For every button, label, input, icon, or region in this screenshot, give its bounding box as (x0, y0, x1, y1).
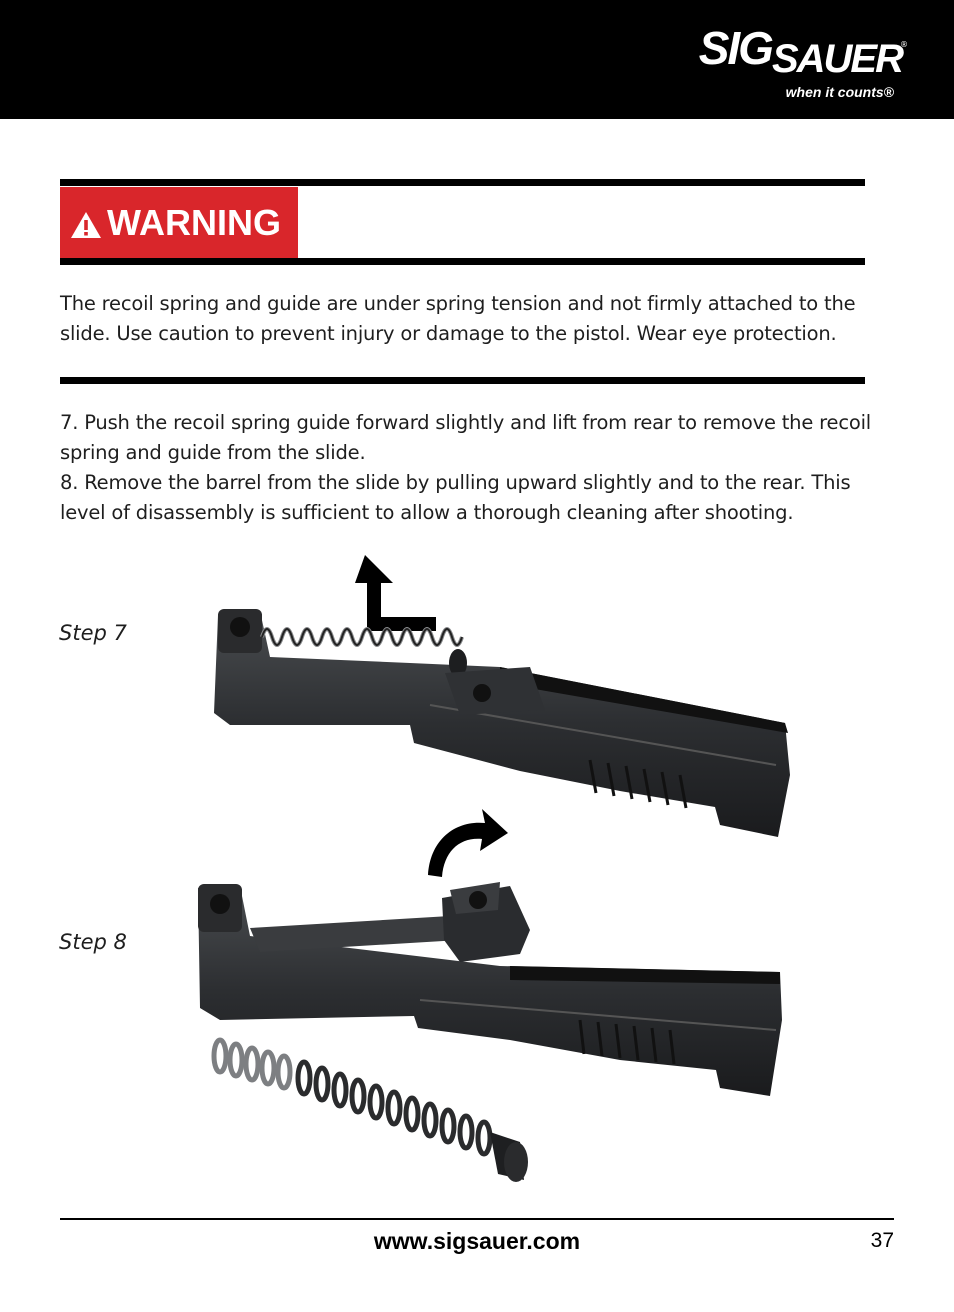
warning-label: WARNING (107, 202, 281, 243)
instruction-step-8: 8. Remove the barrel from the slide by pulling upward slightly and to the rear. This level of disassembly is sufficient to allow a thorough cleaning after shooting. (60, 471, 851, 524)
warning-text: The recoil spring and guide are under spring tension and not firmly attached to the slide. Use caution to prevent injury or damage to the pistol. Wear eye protection. (60, 292, 856, 345)
logo-registered-mark: ® (900, 40, 908, 49)
step-7-label: Step 7 (59, 621, 127, 645)
removed-recoil-spring (214, 1040, 528, 1182)
lift-arrow-icon (355, 555, 436, 631)
header-bar (0, 0, 954, 119)
sig-sauer-logo (698, 22, 908, 106)
warning-triangle-icon (70, 211, 102, 239)
warning-bottom-rule (60, 258, 865, 265)
logo-sig: SIG (698, 22, 772, 74)
section-divider (60, 377, 865, 384)
instruction-step-7: 7. Push the recoil spring guide forward slightly and lift from rear to remove the recoil spring and guide from the slide. (60, 411, 872, 464)
warning-badge (60, 187, 298, 258)
logo-wordmark (698, 22, 902, 81)
footer-url-link[interactable]: www.sigsauer.com (373, 1228, 581, 1254)
warning-top-rule (60, 179, 865, 186)
step-8-photo (180, 870, 800, 1200)
logo-sauer: SAUER (771, 37, 902, 81)
footer-rule (60, 1218, 894, 1220)
page-number: 37 (870, 1229, 894, 1252)
logo-tagline: when it counts® (785, 84, 894, 100)
step-8-label: Step 8 (59, 930, 127, 954)
